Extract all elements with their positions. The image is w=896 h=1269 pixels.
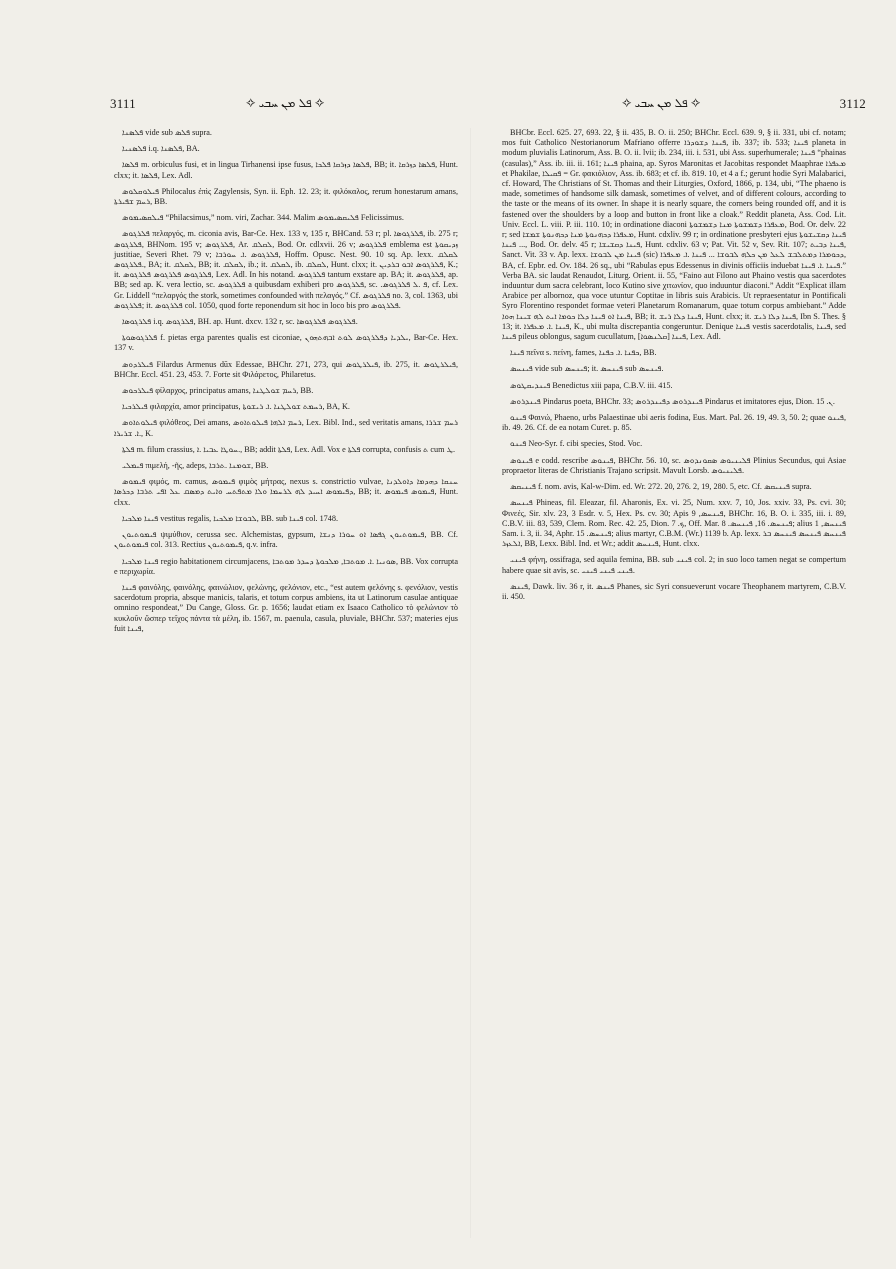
entry: ܦܝܡܘܣ φιμός, m. camus, ܦܝܡܘܣ φιμὸς μήτρας, nexus s. constrictio vulvae, ܚܢܩܐ ܕܗܕܡܐ ܕܐܘܠܕܢܐ ܕܦܝܡܘܣ ܐܚܝܕ ܠܗ ܠܪܚܡܐ ܘܠܐ ܡܬܦܬܚ ܘܐܝܬ ܕܡܣܩ ܥܠ ܐܦܝ ܬܪܒܐ ܕܟܪܣܐ, BB; it. ܦܝܡܘܣ ܦܝܡܘܣ, Hunt. clxx. xyxy=(114,477,459,507)
right-column xyxy=(502,128,846,608)
entry: ܦܠܪܓܘܣܐ i.q. ܦܠܪܓܘܣ, BH. ap. Hunt. dxcv. 132 r, sc. ܦܠܪܓܘܣ ܦܠܪܓܘܣܐ. xyxy=(122,317,358,327)
entry: ܦܝܢܕܝܩܛܘܣ Benedictus xiii papa, C.B.V. iii. 415. xyxy=(510,380,673,390)
entry: ܦܝܢܘ Neo-Syr. f. cibi species, Stod. Voc. xyxy=(510,439,643,449)
entry: ܦܝܢܚܣ Phineas, fil. Eleazar, fil. Aharonis, Ex. vi. 25, Num. xxv. 7, 10, Jos. xxiv. 33, Ps. cvi. 30; Φινεές, Sir. xlv. 23, 3 Esdr. v. 5, Hex. Ps. cv. 30; Apis ܦܝܢܚܣ, 9, BHChr. 16, B. O. i. 335, iii. i. 89, C.B.V. iii. 83, 539, Clem. Rom. Rec. 42. 25, Dion. ܟ. 7, Off. Mar. ܦܝܢܚܣ. 16, ܦܝܢܚܣ. 8; alius ܦܝܢܚܣ, 1 Sam. i. 3, ii. 34, Aphr. ܦܝܢܚܣ. 15; alius martyr, C.B.M. (Wr.) 1139 b. Ap. lexx. ܦܝܢܚܣ ܦܝܢܚܣ ܦܝܢܚܣ ܒܪ ܐܠܥܙܪ, BB, Lexx. Bibl. Ind. et Wr.; addit ܦܝܢܚܣ, Hunt. clxx. xyxy=(502,498,847,549)
entry: ܦܠܣܢܝܐ i.q. ܦܠܣܢܐ, BA. xyxy=(122,144,200,154)
entry: ܦܝܢܘ Φαινώ, Phaeno, urbs Palaestinae ubi aeris fodina, Eus. Mart. Pal. 26. 19, 49. 3, 50. 2; quae ܦܝܢܘ, ib. 49. 26. Cf. de ea notam Curet. p. 85. xyxy=(502,413,846,433)
right-page-number: 3112 xyxy=(839,96,866,111)
entry: ܦܝܠܘܬܐܘܣ φιλόθεος, Dei amans, ܪܚܡ ܐܠܗܐ ܦܝܠܘܬܐܘܣ, Lex. Bibl. Ind., sed veritatis amans, ܪܚܡ ܫܪܪܐ .ܐ. ܫܪܝܪܐ, K. xyxy=(114,418,458,438)
entry: ܦܝܠܪܕܘܣ Filardus Armenus dūx Edessae, BHChr. 271, 273, qui ܦܝܠܪܛܘܣ, ib. 275, it. ܦܝܠܪܛܘܣ, BHChr. Eccl. 451. 23, 453. 7. Forte sit Φιλάρετος, Philaretus. xyxy=(114,359,458,379)
entry: ܦܠܪܓܘܣ πελαργός, m. ciconia avis, Bar-Ce. Hex. 133 v, 135 r, BHCand. 53 r; pl. ܦܠܪܓܘܣܐ, ib. 275 r; ܦܠܪܓܘܣ, BHNom. 195 v; ܦܠܪܓܘܣ, Ar. ܠܩܠܩ, Bod. Or. cdlxvii. 26 v; ܦܠܪܓܘܣ emblema est ܙܕܝܩܘܬܐ justitiae, Severi Rhet. 79 v; ܦܠܪܓܘܣ .ܐ. ܚܘܪܒܐ, Hoffm. Opusc. Nest. 90. 10 sq. Ap. lexx. ܠܩܠܩ .ܦܠܪܓܘܣ, BA; it. ܠܩܠܩ, BB; it. ܠܩܠܩ, ib.; it. ܠܩܠܩ, ib. ܠܩܠܩ, Hunt. clxx; it. ܦܠܪܓܘܣ ܐܒܘ ܒܪܕܝܢ, K.; it. ܦܠܪܓܘܣ ܦܠܪܓܘܣ ܦܠܪܓܘܣ, Lex. Adl. In his notand. ܦܠܪܓܘܣ tantum exstare ap. BA; it. ܦܠܪܓܘܣ, ap. BB; sed ap. K. vera lectio, sc. ܦܠܪܓܘܣ a quibusdam exhiberi pro ܦܠܪܓܘܣ, sc. .ܦ .ܠ ܦܠܪܓܘܣ, cf. Lex. Gr. Liddell “πελαργός the stork, sometimes confounded with πελαγός.” Cf. ܦܠܪܓܘܣ no. 3, col. 1363, ubi ܦܠܪܓܘܣ; it. ܦܠܪܓܘܣ col. 1050, quod forte reponendum sit hoc in loco bis pro ܦܠܪܓܘܣ. xyxy=(114,229,459,310)
right-running-head: ✧ ܦܠ ܡܢ ܚܒܝ ✧ xyxy=(622,96,701,110)
entry: ܦܝܠܪܟܘܣ φίλαρχος, principatus amans, ܪܚܡ ܫܘܠܛܢܐ, BB. xyxy=(122,386,314,396)
column-gutter xyxy=(470,128,471,1238)
entry: ܦܝܢܘܣ e codd. rescribe ܦܝܢܘܣ, BHChr. 56. 10, sc. ܦܠܝܢܝܘܣ ܣܩܘܢܕܘܣ Plinius Secundus, qui Asiae propraetor literas de Christianis Trajano scripsit. Mavult Lorsb. ܦܠܝܢܝܘܣ. xyxy=(502,455,846,475)
entry: ܦܝܢܣ, Dawk. liv. 36 r, it. ܦܝܢܣ Phanes, sic Syri consueverunt vocare Theophanem martyrem, C.B.V. ii. 450. xyxy=(502,581,846,601)
left-column xyxy=(114,128,458,640)
entry: ܦܝܢܐ πεῖνα s. πείνη, fames, ܟܦܢܐ .ܐ. ܟܦܢܐ, BB. xyxy=(510,348,657,358)
entry: ܦܝܢܕܪܘܣ Pindarus poeta, BHChr. 33; ܦܝܢܕܪܘܣ ܕܦܝܢܕܪܘܣ Pindarus et imitatores ejus, Dion. ܢ. 15. xyxy=(510,396,835,406)
entry: ܦܠܬܐ m. filum crassius, ܚܘܛܐ ܥܒܝܐ .ܐ., BB; addit ܦܠܬܐ, Lex. Adl. Vox e ܦܠܬܐ corrupta, confusis ܬ cum ܛ. xyxy=(122,444,456,454)
entry: ܦܝܠܩܣܝܡܘܣ “Philacsimus,” nom. viri, Zachar. 344. Malim ܦܠܝܩܣܝܡܘܣ Felicissimus. xyxy=(122,213,404,223)
entry: ܦܠܣܢܐ vide sub ܦܠܣ supra. xyxy=(122,128,212,137)
entry: ܦܝܠܘܩܠܘܣ Philocalus ἐπὶς Zagylensis, Syn. ii. Eph. 12. 23; it. φιλόκαλος, rerum honestarum amans, ܪܚܡ ܫܦܝܪܬܐ, BB. xyxy=(114,186,458,207)
entry: ܦܠܣܐ m. orbiculus fusi, et in lingua Tirhanensi ipse fusus, ܦܠܣܐ ܕܙܪܩܐ ܦܠܟܐ, BB; it. ܦܠܣܐ ܕܙܪܩܐ, Hunt. clxx; it. ܦܠܣܐ, Lex. Adl. xyxy=(114,160,458,180)
entry: ܦܝܢܐ ܡܠܟܝܐ vestitus regalis, ܠܒܘܫܐ ܡܠܟܝܐ, BB. sub ܦܝܢܐ col. 1748. xyxy=(122,513,339,523)
page-header xyxy=(110,96,866,114)
entry: ܦܝܢܝ φήνη, ossifraga, sed aquila femina, BB. sub ܦܝܢܝ col. 2; in suo loco tamen negat se compertum habere quae sit avis, sc. ܦܝܢܝ ܦܝܢܝ ܦܝܢܝ. xyxy=(502,555,846,575)
entry: ܦܠܪܓܘܣܘܬܐ f. pietas erga parentes qualis est ciconiae, ܝܠܕܝܐ ܕܦܠܪܓܘܣ ܠܘܬ ܐܒܗܬܗܘܢ, Bar-Ce. Hex. 137 v. xyxy=(114,333,458,353)
entry: ܦܝܢܚܣ vide sub ܦܝܢܚܣ; it. ܦܝܢܚܣ sub ܦܝܢܚܣ. xyxy=(510,364,664,374)
left-page-number: 3111 xyxy=(110,96,136,111)
entry: BHCbr. Eccl. 625. 27, 693. 22, § ii. 435, B. O. ii. 250; BHChr. Eccl. 639. 9, § ii. 331, ubi cf. notam; mos fuit Catholico Nestorianorum Mafriano offerre ܦܝܢܐ ܕܫܘܕܪܐ, ib. 337; ib. 533; ܦܝܢܐ planeta in modum pluvialis Latinorum, Ass. B. O. ii. lvii; ib. 234, iii. i. 531, ubi Ass. superhumerale; ܦܝܢܐ “phainas (casulas),” Ass. ib. iii. ii. 161; ܦܝܢܐ phaina, ap. Syros Maronitas et Jacobitas respondet Maaphrae ܡܥܦܪܐ et Phakilae, ܦܩܝܠܐ = Gr. φακιόλιον, Ass. ib. 683; et cf. ib. 819. 10, et 4 a f.; gerunt hodie Syri Malabarici, cf. Howard, The Christians of St. Thomas and their Liturgies, Oxford, 1866, p. 134, ubi, “The phaeno is made, sometimes of handsome silk damask, sometimes of velvet, and of different colours, according to the taste or the means of its owner. In shape it is nearly square, the corners being rounded off, and it is fastened over the shoulders by a loop and button in front like a cloak.” Reddit planeta, Ass. Cod. Lit. Univ. Eccl. L. viii. P. iii. 110. 10; in ordinatione diaconi ܡܥܦܪܐ ܕܫܡܫܘܬܐ ܡܢܐ ܕܫܡܫܘܬܐ, Bod. Or. delv. 22 r; sed ܡܥܦܪܐ ܕܟܗܢܘܬܐ ܡܢܐ ܕܟܗܢܘܬܐ ܫܡܫܐ, Hunt. cdxliv. 99 r; in ordinatione presbyteri ejus ܦܝܢܐ ܕܩܫܝܫܘܬܐ ... ܦܝܢܐ, Bod. Or. delv. 45 r; ܦܝܢܐ ܕܩܫܝܫܐ, Hunt. cdxliv. 63 v; Pat. Vit. 52 v, Sev. Rit. 107; ܦܝܢܐ ܕܒܝܬ, Sanct. Vit. 33 v. Ap. lexx. ܦܝܢܐ ܡܢ ܠܒܘܫܐ (sic) ܕܟܘܡܪܐ ܕܡܬܠܒܫ ܠܥܠ ܡܢ ܟܠܗ ܠܒܘܫܐ ... ܦܝܢܐ .ܐ. ܡܥܦܪܐ, BA, cf. Epbr. ed. Ov. 184. 26 sq., ubi “Rabulas epus Edessenus in divinis officiis induebat ܦܝܢܐ .ܐ. ܦܝܢܐ.” Verba BA. sic laudat Renaudot, Liturg. Orient. ii. 55, “Faino aut Filono aut Phaino vestis qua sacerdotes induuntur dum sacra celebrant, loco Kutino sive χιτωνίον, quo induuntur diaconi.” Addit “Explicat illam Arabice per albornoz, qua voce utuntur Coptitae in libris suis Arabicis. Ut repraesentatur in Pontificali Syro Florentino respondet formae veteri Planetarum Romanarum, quae totum corpus ambiebant.” Adde ܦܝܢܐ ܐܘ ܦܝܢܐ ܕܠܐ ܟܘܡܐ ܐܝܬ ܠܗ ܫܝܢܐ ܗܘܐ, BB; it. ܦܝܢܐ ܕܠܐ ܪܝܫ, Hunt. clxx; it. ܦܝܢܐ ܕܠܐ ܪܝܫ, Ibn S. Thes. § 13; it. ܦܝܢܐ .ܐ. ܡܥܦܪܐ, K., ubi multa discrepantia congeruntur. Denique ܦܝܢܐ vestis sacerdotalis, ܦܝܢܐ, sed ܦܝܢܐ pileus oblongus, sagum cucullatum, ܦܝܢܐ [ܩܠܢܣܘܐ], Lex. Adl. xyxy=(502,128,847,342)
entry: ܦܝܢܐ φαινόλης, φαινόλης, φαινώλιον, φελώνης, φελόνιον, etc., “est autem φελόνης s. φενόλιον, vestis sacerdotum propria, absque manicis, talaris, et totum corpus ambiens, ita ut Latinorum casulae antiquae omnino respondeat,” Du Cange, Gloss. Gr. p. 1656; laudat etiam ex Isaaco Catholico τὸ φελώνιον τὸ κυκλοῦν ὥσπερ τεῖχος πάντα τὰ μέλη, ib. 1567, m. paenula, casula, pluviale, BHChr. 537; materies ejus fuit ܦܝܢܐ, xyxy=(114,582,458,633)
entry: ܦܝܠܪܟܝܐ φιλαρχία, amor principatus, ܪܚܡܬ ܫܘܠܛܢܐ .ܐ. ܪܝܫܘܬܐ, BA, K. xyxy=(122,402,350,412)
entry: ܦܝܢܝܩܣ f. nom. avis, Kal-w-Dim. ed. Wr. 272. 20, 276. 2, 19, 280. 5, etc. Cf. ܦܝܢܝܩܣ supra. xyxy=(510,482,812,492)
entry: ܦܝܡܘܬܝܘܢ ψιμύθιον, cerussa sec. Alchemistas, gypsum, ܦܝܡܘܬܝܘܢ ܓܦܣܐ ܐܘ ܚܘܪܐ ܕܢܫܐ, BB. Cf. ܦܝܡܘܬܝܘܢ col. 313. Rectius ܦܝܡܘܬܝܘܢ, q.v. infra. xyxy=(114,530,458,550)
entry: ܦܝܢܐ ܡܠܟܝܐ regio habitationem circumjacens, ܣܘܢܝܐ .ܐ. ܡܘܬܒܐ, ܡܠܟܘܬܐ ܕܚܕܪ ܡܘܬܒܐ, BB. Vox corrupta e περιχωρία. xyxy=(114,556,458,576)
entry: ܦܝܡܠܝ πιμελή, -ῆς, adeps, ܫܘܡܢܐ .ܬܪܒܐ, BB. xyxy=(122,461,269,471)
left-running-head: ✧ ܦܠ ܡܢ ܚܒܝ ✧ xyxy=(246,96,325,110)
